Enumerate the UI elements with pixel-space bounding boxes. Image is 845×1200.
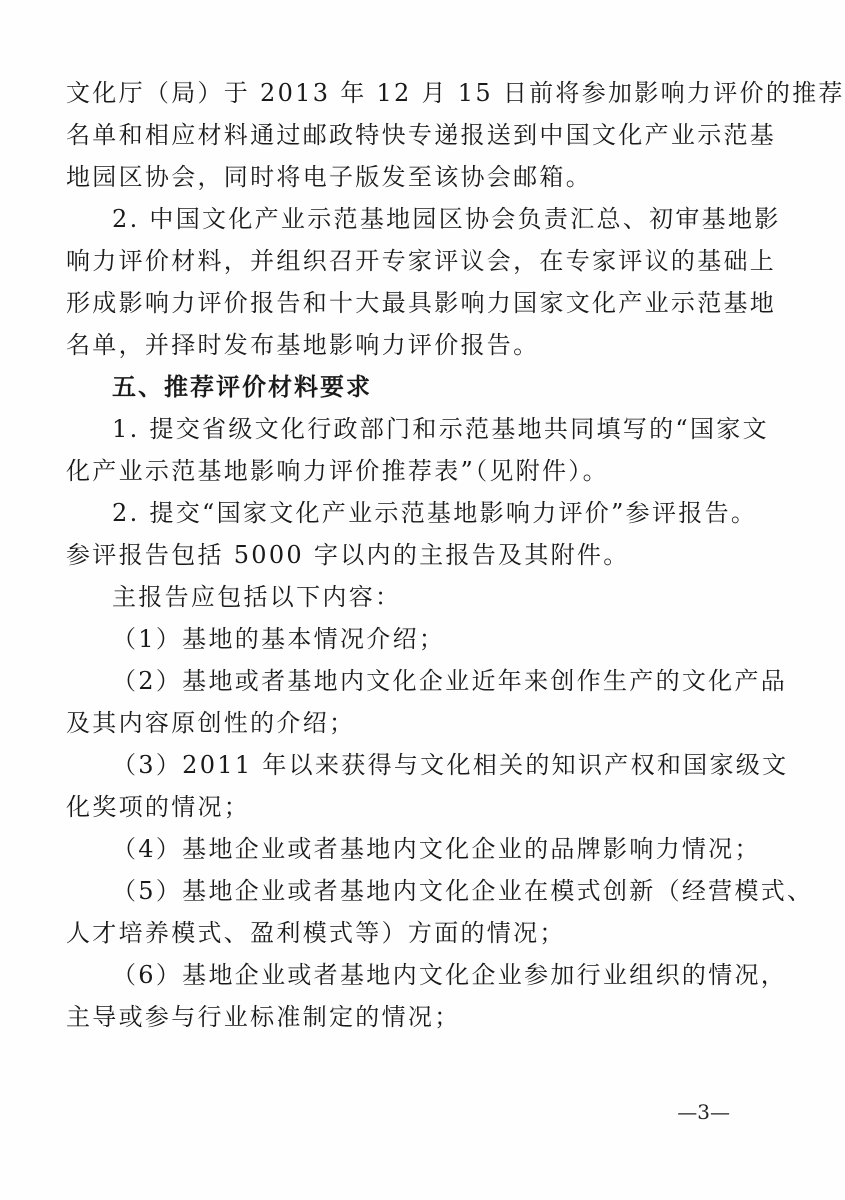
text-line: 主报告应包括以下内容： <box>112 583 402 611</box>
text-line: 响力评价材料，并组织召开专家评议会，在专家评议的基础上 <box>66 247 777 275</box>
text-line: 2. 中国文化产业示范基地园区协会负责汇总、初审基地影 <box>112 205 781 233</box>
text-line: 参评报告包括 5000 字以内的主报告及其附件。 <box>66 541 630 569</box>
document-body <box>66 72 845 1038</box>
text-line: （6）基地企业或者基地内文化企业参加行业组织的情况， <box>112 961 788 989</box>
text-line: 2. 提交“国家文化产业示范基地影响力评价”参评报告。 <box>112 499 758 527</box>
text-line: （5）基地企业或者基地内文化企业在模式创新（经营模式、 <box>112 877 814 905</box>
text-line: 1. 提交省级文化行政部门和示范基地共同填写的“国家文 <box>112 415 769 443</box>
text-line: （4）基地企业或者基地内文化企业的品牌影响力情况； <box>112 835 761 863</box>
text-line: 化产业示范基地影响力评价推荐表”（见附件）。 <box>66 457 609 485</box>
text-line: 主导或参与行业标准制定的情况； <box>66 1003 461 1031</box>
text-line: （1）基地的基本情况介绍； <box>112 625 446 653</box>
text-line: 形成影响力评价报告和十大最具影响力国家文化产业示范基地 <box>66 289 777 317</box>
page-number: —3— <box>677 1100 730 1124</box>
text-line: 名单和相应材料通过邮政特快专递报送到中国文化产业示范基 <box>66 121 777 149</box>
text-line: 文化厅（局）于 2013 年 12 月 15 日前将参加影响力评价的推荐 <box>66 79 845 107</box>
text-line: 地园区协会，同时将电子版发至该协会邮箱。 <box>66 163 592 191</box>
text-line: 化奖项的情况； <box>66 793 251 821</box>
section-heading: 五、推荐评价材料要求 <box>112 373 372 401</box>
text-line: （3）2011 年以来获得与文化相关的知识产权和国家级文 <box>112 751 789 779</box>
text-line: 人才培养模式、盈利模式等）方面的情况； <box>66 919 566 947</box>
text-line: 名单，并择时发布基地影响力评价报告。 <box>66 331 540 359</box>
text-line: （2）基地或者基地内文化企业近年来创作生产的文化产品 <box>112 667 788 695</box>
text-line: 及其内容原创性的介绍； <box>66 709 356 737</box>
